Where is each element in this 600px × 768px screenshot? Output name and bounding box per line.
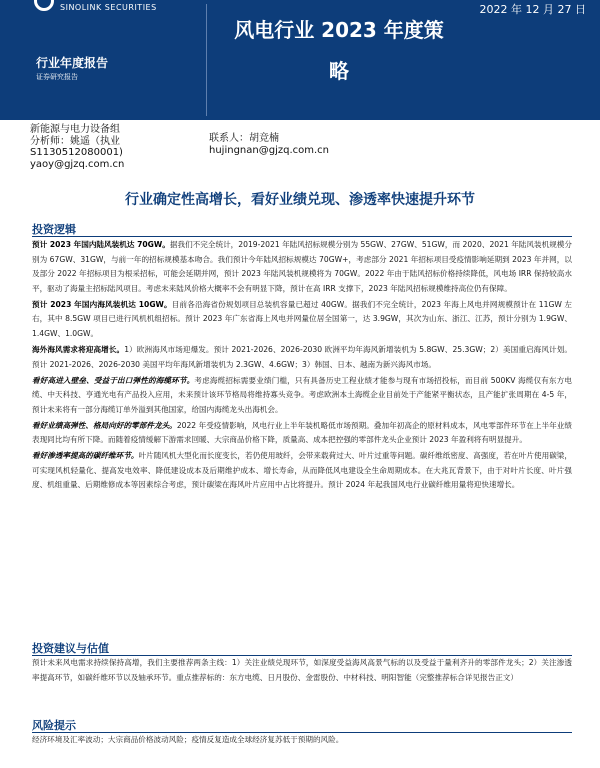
section-title-logic: 投资逻辑	[32, 223, 76, 236]
section-title-risk: 风险提示	[32, 719, 76, 732]
section-title-advice: 投资建议与估值	[32, 642, 109, 655]
section-body-advice	[32, 656, 572, 687]
contact-email: hujingnan@gjzq.com.cn	[209, 144, 329, 156]
report-title-line1: 风电行业 2023 年度策	[234, 18, 444, 42]
analyst-dept: 新能源与电力设备组	[30, 124, 120, 135]
logic-text-2: 目前各沿海省份规划项目总装机容量已超过 40GW。据我们不完全统计，2023 年海上风电并网规模预计在 11GW 左右，其中 8.5GW 项目已进行风机机组招标。预计 2023 年广东省海上风电并网量位居全国第一，达 3.9GW，其次为山东、浙江、江苏，预计分别为 1.9GW、1.4GW、1.0GW。	[32, 299, 572, 338]
section-body-logic	[32, 238, 572, 494]
report-headline: 行业确定性高增长，看好业绩兑现、渗透率快速提升环节	[125, 192, 475, 208]
logo-ring-icon	[34, 0, 54, 11]
logic-paragraph-1	[32, 238, 572, 296]
logic-paragraph-6	[32, 449, 572, 493]
section-body-risk	[32, 733, 572, 749]
logic-paragraph-5	[32, 419, 572, 448]
report-date: 2022 年 12 月 27 日	[479, 3, 586, 16]
logic-paragraph-3	[32, 343, 572, 372]
sinolink-logo	[34, 0, 157, 16]
logic-text-1: 据我们不完全统计，2019-2021 年陆风招标规模分别为 55GW、27GW、51GW，而 2020、2021 年陆风装机规模分别为 67GW、31GW，与前一年的招标规模基本吻合。我们预计今年陆风招标规模达 70GW+，考虑部分 2021 年招标项目受疫情影响延期到 2023 年并网，以及部分 2022 年招标项目为根采招标，可能会延期并网，预计 2023 年陆风装机规模将为 70GW。2022 年由于陆风招标价格持续降低，风电场 IRR 保持较高水平，驱动了海量主招标陆风项目。考虑未来陆风价格大概率不会有明显下降，预计在高 IRR 支撑下，2023 年陆风招标规模维持高位仍有保障。	[32, 240, 572, 293]
report-type: 行业年度报告	[36, 56, 109, 70]
logic-lead-4: 看好高进入壁垒、受益于出口弹性的海缆环节。	[32, 375, 195, 385]
logic-lead-2: 预计 2023 年国内海风装机达 10GW。	[32, 299, 172, 309]
header-divider	[206, 4, 207, 116]
logic-text-6: 叶片随风机大型化而长度变长，若仍使用玻纤，会带来载荷过大、叶片过重等问题。碳纤维纸密度、高强度，若在叶片使用碳梁，可实现风机轻量化、提高发电效率、降低建设成本及后期维护成本、增长寿命，从而降低风电建设全生命周期成本。在大兆瓦背景下，由于对叶片长度、叶片强度、机组重量、后期维修成本等因素综合考虑，预计碳梁在海风叶片应用中占比将提升。预计 2024 年起我国风电行业碳纤维用量将迎快速增长。	[32, 451, 572, 490]
advice-text: 预计未来风电需求持续保持高增，我们主要推荐两条主线：1）关注业绩兑现环节，如深度受益海风高景气标的以及受益于量利齐升的零部件龙头；2）关注渗透率提高环节，如碳纤维环节以及轴承环节。重点推荐标的：东方电缆、日月股份、金雷股份、中材科技、明阳智能（完整推荐标合详见报告正文）	[32, 658, 572, 682]
report-header-banner	[0, 0, 600, 120]
analyst-license: S1130512080001)	[30, 147, 123, 158]
risk-text: 经济环境及汇率波动；大宗商品价格波动风险；疫情反复造成全球经济复苏低于预期的风险。	[32, 735, 344, 744]
report-title	[214, 10, 464, 92]
logic-text-4: 考虑海缆招标需要业绩门槛，只有具备历史工程业绩才能参与现有市场招投标，而目前 500KV 海缆仅有东方电缆、中天科技、亨通光电有产品投入应用，未来预计该环节格局将维持寡头竞争。考虑欧洲本土海缆企业目前处于产能紧平衡状态，且产能扩张周期在 4-5 年，预计未来将有一部分海缆订单外溢到其他国家，给国内海缆龙头出海机会。	[32, 375, 572, 414]
logic-lead-5: 看好业绩高弹性、格局向好的零部件龙头。	[32, 420, 177, 430]
logic-paragraph-4	[32, 374, 572, 418]
logo-text: SINOLINK SECURITIES	[60, 3, 157, 12]
report-title-line2: 略	[329, 59, 349, 83]
contact-name: 联系人：胡竞楠	[209, 133, 279, 144]
report-subtype: 证券研究报告	[36, 73, 78, 81]
analyst-email: yaoy@gjzq.com.cn	[30, 158, 125, 170]
logic-text-3: 1）欧洲海风市场迎爆发。预计 2021-2026、2026-2030 欧洲平均年海风新增装机为 5.8GW、25.3GW；2）美国重启海风计划。预计 2021-2026、2026-2030 美国平均年海风新增装机为 2.3GW、4.6GW；3）韩国、日本、越南为新兴海风市场。	[32, 344, 573, 369]
logic-lead-3: 海外海风需求将迎高增长。	[32, 344, 125, 354]
analyst-name: 分析师：姚遥（执业	[30, 135, 120, 147]
logic-paragraph-2	[32, 298, 572, 342]
contact-info	[209, 133, 329, 156]
logic-lead-1: 预计 2023 年国内陆风装机达 70GW。	[32, 240, 170, 249]
logic-lead-6: 看好渗透率提高的碳纤维环节。	[32, 451, 139, 461]
logic-text-5: 2022 年受疫情影响，风电行业上半年装机略低市场预期。叠加年初高企的原材料成本，风电零部件环节在上半年业绩表现同比均有所下降。而随着疫情缓解下游需求回暖、大宗商品价格下降，质量高、成本把控强的零部件龙头企业预计 2023 年盈利将有明显提升。	[32, 420, 573, 445]
section-rule	[32, 236, 572, 237]
analyst-info	[30, 124, 124, 170]
